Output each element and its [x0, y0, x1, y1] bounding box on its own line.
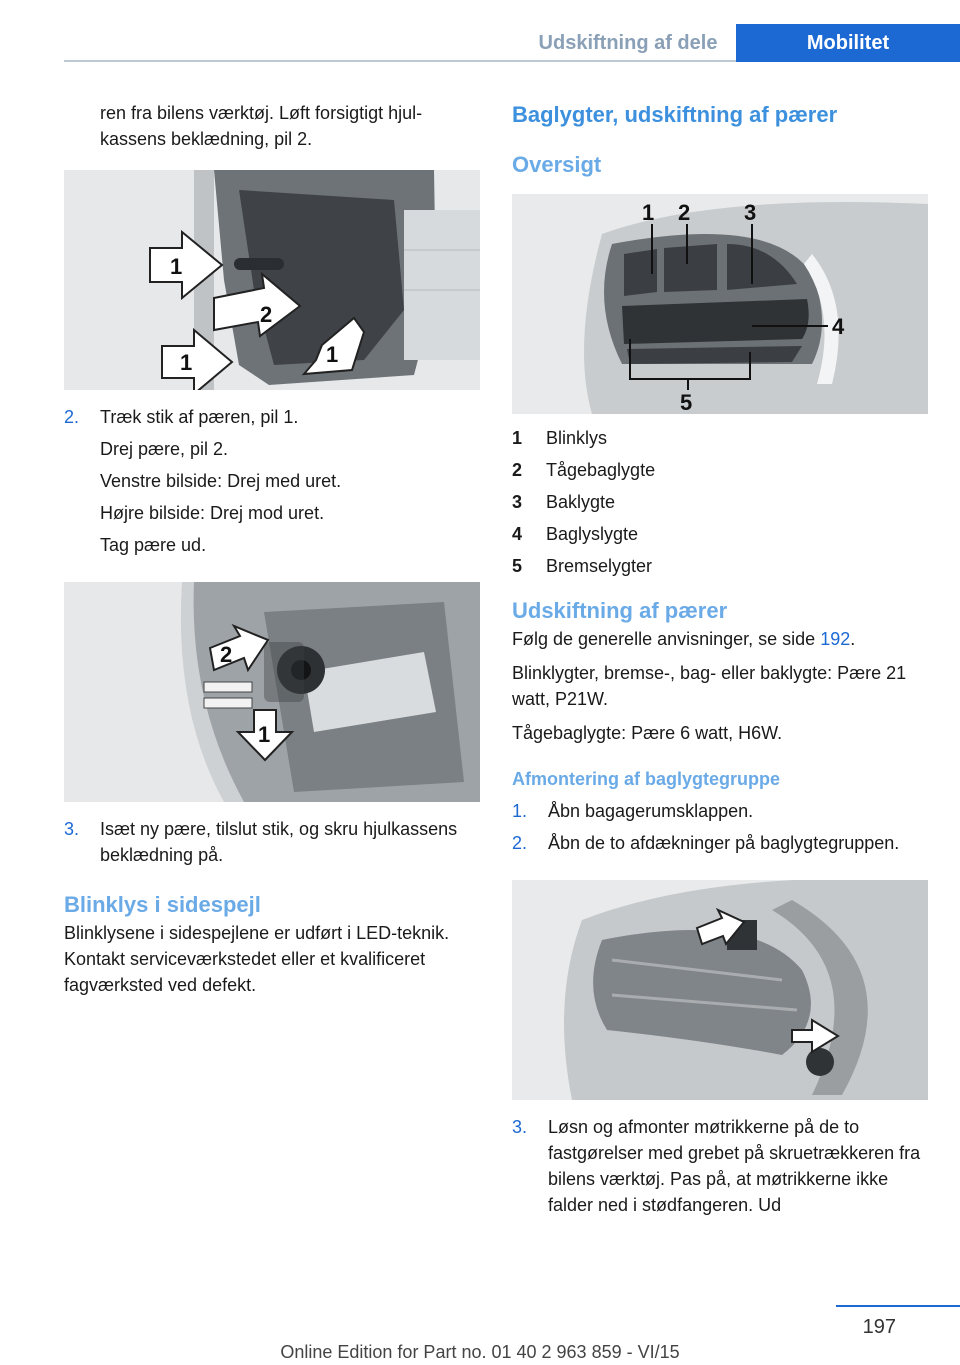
tail-light-overview-illustration — [512, 194, 928, 414]
overview-label-2: 2 — [678, 200, 691, 225]
overview-label-5: 5 — [680, 390, 693, 414]
removal-step-3-number: 3. — [512, 1117, 528, 1137]
overview-label-4: 4 — [832, 314, 845, 339]
removal-step-2 — [512, 830, 928, 856]
step-2-line-4: Højre bilside: Drej mod uret. — [100, 503, 325, 523]
legend-number: 2 — [512, 460, 523, 480]
step-2-line-5: Tag pære ud. — [100, 535, 207, 555]
removal-step-2-text: Åbn de to afdækninger på baglygtegruppen. — [548, 833, 900, 853]
overview-heading: Oversigt — [512, 152, 602, 177]
intro-paragraph: ren fra bilens værktøj. Løft forsigtigt hjulkassens beklædning, pil 2. — [100, 103, 423, 149]
page-reference-link[interactable]: 192 — [820, 629, 851, 649]
removal-step-2-number: 2. — [512, 833, 528, 853]
legend-text: Bremselygter — [546, 556, 653, 576]
section-heading: Baglygter, udskiftning af pærer — [512, 102, 838, 127]
overview-label-3: 3 — [744, 200, 757, 225]
fog-light-spec-paragraph: Tågebaglygte: Pære 6 watt, H6W. — [512, 723, 783, 743]
bulb-socket-illustration — [64, 582, 480, 802]
removal-heading: Afmontering af baglygtegruppe — [512, 769, 781, 789]
bulb-spec-paragraph: Blinklygter, bremse-, bag- eller baklygte: Pære 21 watt, P21W. — [512, 663, 907, 709]
replace-bulbs-heading: Udskiftning af pærer — [512, 598, 728, 623]
step-2-line-2: Drej pære, pil 2. — [100, 439, 229, 459]
step-3 — [64, 816, 480, 868]
legend-text: Baklygte — [546, 492, 616, 512]
mirror-indicator-heading: Blinklys i sidespejl — [64, 892, 261, 917]
removal-step-3-text: Løsn og afmonter møtrikkerne på de to fastgørelser med grebet på skruetrækkeren fra bilens værktøj. Pas på, at møtrikkerne ikke falder ned i stødfangeren. Ud — [548, 1117, 921, 1215]
header-chapter-tab: Mobilitet — [736, 24, 960, 62]
legend-item — [512, 550, 928, 582]
legend-item — [512, 486, 928, 518]
wheel-arch-illustration — [64, 170, 480, 390]
illustration-label-1c: 1 — [326, 342, 339, 367]
illustration-label-2-bulb: 2 — [220, 642, 233, 667]
removal-step-1-number: 1. — [512, 801, 528, 821]
general-instructions-text: Følg de generelle anvisninger, se side 192. — [512, 629, 856, 649]
page-number: 197 — [862, 1316, 896, 1338]
legend-number: 4 — [512, 524, 523, 544]
left-column — [64, 100, 480, 998]
illustration-label-1a: 1 — [170, 254, 183, 279]
header-section-title: Udskiftning af dele — [538, 32, 718, 54]
mirror-indicator-text: Blinklysene i sidespejlene er udført i LED-teknik. Kontakt serviceværkstedet eller et kvalificeret fagværksted ved defekt. — [64, 923, 450, 995]
footer-rule — [836, 1305, 960, 1307]
legend-text: Baglyslygte — [546, 524, 639, 544]
overview-label-1: 1 — [642, 200, 655, 225]
edition-footer: Online Edition for Part no. 01 40 2 963 859 - VI/15 — [280, 1342, 680, 1362]
legend-number: 5 — [512, 556, 523, 576]
illustration-label-2: 2 — [260, 302, 273, 327]
step-2-number: 2. — [64, 407, 80, 427]
tail-light-legend — [512, 422, 928, 582]
tail-light-cover-illustration — [512, 880, 928, 1100]
right-column — [512, 100, 928, 1218]
step-2-line-1: Træk stik af pæren, pil 1. — [100, 407, 299, 427]
legend-text: Tågebaglygte — [546, 460, 656, 480]
legend-item — [512, 454, 928, 486]
illustration-label-1-bulb: 1 — [258, 722, 271, 747]
legend-item — [512, 422, 928, 454]
removal-step-1 — [512, 798, 928, 824]
step-2-line-3: Venstre bilside: Drej med uret. — [100, 471, 342, 491]
step-3-text: Isæt ny pære, tilslut stik, og skru hjulkassens beklædning på. — [100, 819, 458, 865]
legend-item — [512, 518, 928, 550]
removal-step-1-text: Åbn bagagerumsklappen. — [548, 801, 754, 821]
legend-number: 1 — [512, 428, 523, 448]
step-3-number: 3. — [64, 819, 80, 839]
legend-text: Blinklys — [546, 428, 608, 448]
removal-step-3 — [512, 1114, 928, 1218]
step-2 — [64, 404, 480, 558]
legend-number: 3 — [512, 492, 523, 512]
illustration-label-1b: 1 — [180, 350, 193, 375]
